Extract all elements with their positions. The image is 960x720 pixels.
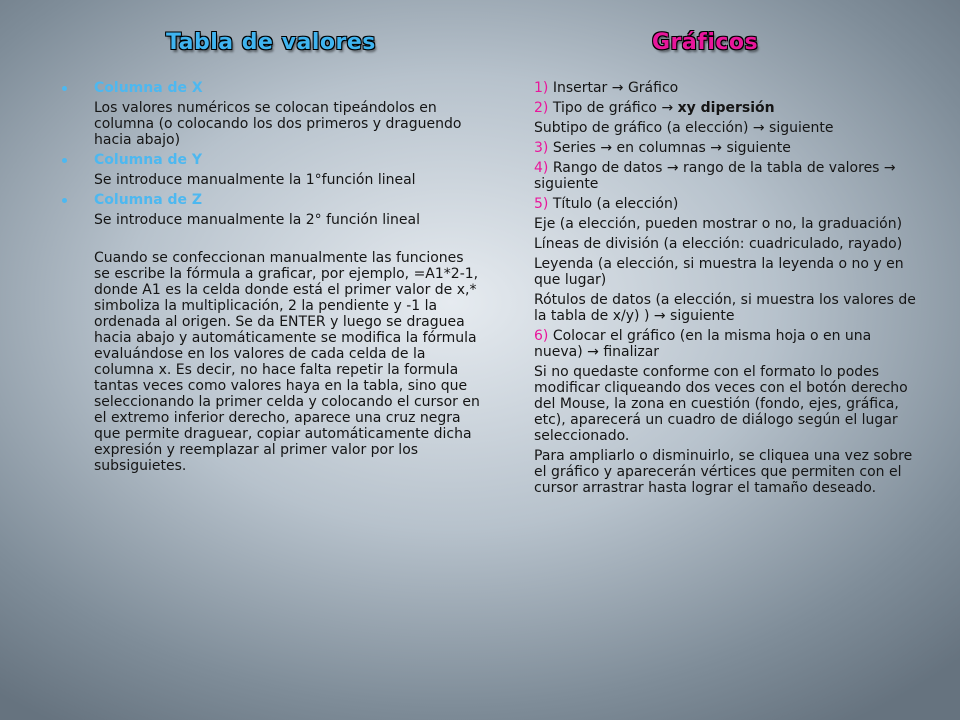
- right-column: [534, 80, 918, 500]
- step-number: 5): [534, 196, 549, 212]
- step-text: Eje (a elección, pueden mostrar o no, la graduación): [534, 216, 903, 232]
- step-text: Líneas de división (a elección: cuadriculado, rayado): [534, 236, 903, 252]
- step-number: 2): [534, 100, 549, 116]
- step-legend: [534, 256, 918, 288]
- step-6: [534, 328, 918, 360]
- step-number: 1): [534, 80, 549, 96]
- step-4: [534, 160, 918, 192]
- bullet-item-x: [62, 80, 482, 148]
- step-text: Rango de datos → rango de la tabla de valores → siguiente: [534, 160, 896, 192]
- bullet-dot-icon: [62, 198, 67, 203]
- step-text: Para ampliarlo o disminuirlo, se cliquea una vez sobre el gráfico y aparecerán vértices que permiten con el cursor arrastrar hasta lograr el tamaño deseado.: [534, 448, 913, 496]
- bullet-title: Columna de X: [94, 80, 203, 96]
- bullet-title: Columna de Y: [94, 152, 203, 168]
- step-text: Leyenda (a elección, si muestra la leyenda o no y en que lugar): [534, 256, 904, 288]
- step-subtype: [534, 120, 918, 136]
- step-bold-text: xy dipersión: [677, 100, 775, 116]
- bullet-body: Se introduce manualmente la 2° función lineal: [94, 212, 421, 228]
- step-text: Insertar → Gráfico: [548, 80, 679, 96]
- step-resize-note: [534, 448, 918, 496]
- bullet-item-y: [62, 152, 482, 188]
- left-column: [62, 80, 482, 474]
- bullet-item-z: [62, 192, 482, 228]
- step-number: 4): [534, 160, 549, 176]
- step-axis: [534, 216, 918, 232]
- step-2: [534, 100, 918, 116]
- step-text: Subtipo de gráfico (a elección) → siguiente: [534, 120, 834, 136]
- bullet-dot-icon: [62, 86, 67, 91]
- step-text: Título (a elección): [548, 196, 679, 212]
- bullet-title: Columna de Z: [94, 192, 203, 208]
- step-3: [534, 140, 918, 156]
- step-text: Tipo de gráfico →: [548, 100, 678, 116]
- bullet-body: Los valores numéricos se colocan tipeándolos en columna (o colocando los dos primeros y draguendo hacia abajo): [94, 100, 462, 148]
- bullet-body: Se introduce manualmente la 1°función lineal: [94, 172, 416, 188]
- step-data-labels: [534, 292, 918, 324]
- step-number: 3): [534, 140, 549, 156]
- step-format-note: [534, 364, 918, 444]
- left-heading: Tabla de valores: [166, 30, 376, 55]
- step-text: Colocar el gráfico (en la misma hoja o en una nueva) → finalizar: [534, 328, 872, 360]
- step-gridlines: [534, 236, 918, 252]
- step-5: [534, 196, 918, 212]
- right-heading: Gráficos: [652, 30, 759, 55]
- step-1: [534, 80, 918, 96]
- step-text: Series → en columnas → siguiente: [548, 140, 791, 156]
- bullet-dot-icon: [62, 158, 67, 163]
- step-number: 6): [534, 328, 549, 344]
- step-text: Si no quedaste conforme con el formato lo podes modificar cliqueando dos veces con el botón derecho del Mouse, la zona en cuestión (fondo, ejes, gráfica, etc), aparecerá un cuadro de diálogo según el lugar seleccionado.: [534, 364, 908, 444]
- explanation-paragraph: Cuando se confeccionan manualmente las funciones se escribe la fórmula a graficar, por ejemplo, =A1*2-1, donde A1 es la celda donde está el primer valor de x,* simboliza la multiplicación, 2 la pendiente y -1 la ordenada al origen. Se da ENTER y luego se draguea hacia abajo y automáticamente se modifica la fórmula evaluándose en los valores de cada celda de la columna x. Es decir, no hace falta repetir la formula tantas veces como valores haya en la tabla, sino que seleccionando la primer celda y colocando el cursor en el extremo inferior derecho, aparece una cruz negra que permite draguear, copiar automáticamente dicha expresión y reemplazar al primer valor por los subsiguietes.: [94, 250, 480, 474]
- step-text: Rótulos de datos (a elección, si muestra los valores de la tabla de x/y) ) → siguiente: [534, 292, 916, 324]
